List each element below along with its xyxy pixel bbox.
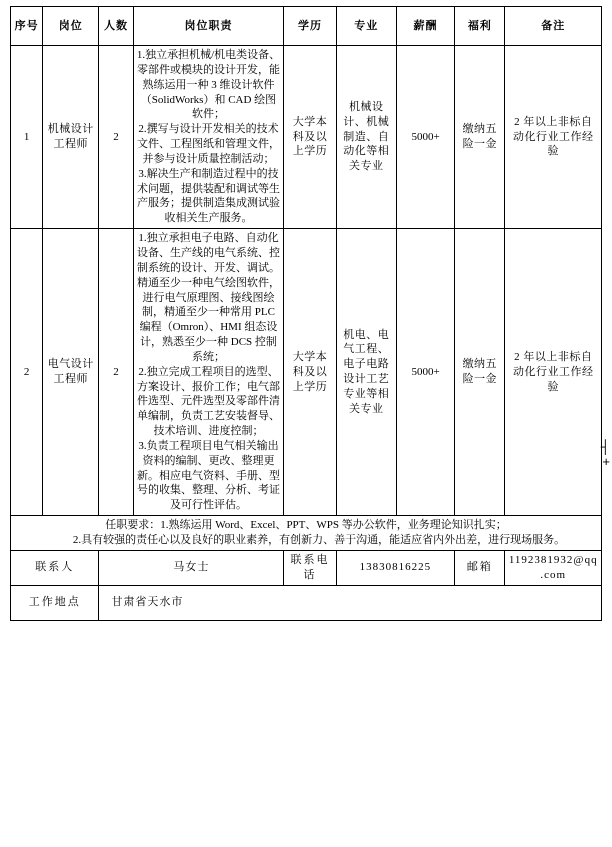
cell-post: 机械设计工程师 <box>43 46 99 229</box>
duty-item: 2.撰写与设计开发相关的技术文件、工程图纸和管理文件，并参与设计质量控制活动； <box>136 123 280 165</box>
cell-note: 2 年以上非标自动化行业工作经验 <box>505 46 602 229</box>
contact-row <box>11 550 602 585</box>
requirements-line-1: 任职要求：1.熟练运用 Word、Excel、PPT、WPS 等办公软件，业务理论知识扎实； <box>105 519 507 532</box>
duty-item: 1.独立承担电子电路、自动化设备、生产线的电气系统、控制系统的设计、开发、调试。精通至少一种电气绘图软件，进行电气原理图、接线图绘制，精通至少一种常用 PLC 编程（Omron）、HMI 组态设计，熟悉至少一种 DCS 控制系统； <box>136 232 280 363</box>
location-row <box>11 585 602 620</box>
page-margin-mark-bottom: + <box>602 454 610 469</box>
cell-benefit: 缴纳五险一金 <box>455 229 505 516</box>
cell-pay: 5000+ <box>396 229 454 516</box>
duty-item: 3.负责工程项目电气相关输出资料的编制、更改、整理更新。相应电气资料、手册、型号的收集、整理、分析、考证及可行性评估。 <box>136 439 280 512</box>
contact-email-value: 1192381932@qq.com <box>505 550 602 585</box>
cell-count: 2 <box>99 46 133 229</box>
cell-duties <box>133 229 284 516</box>
cell-education: 大学本科及以上学历 <box>284 229 336 516</box>
header-pay: 薪酬 <box>396 7 454 46</box>
header-education: 学历 <box>284 7 336 46</box>
header-seq: 序号 <box>11 7 43 46</box>
contact-phone-value: 13830816225 <box>336 550 455 585</box>
job-posting-table <box>10 6 602 621</box>
contact-person-value: 马女士 <box>99 550 284 585</box>
location-label: 工作地点 <box>11 585 99 620</box>
table-body <box>11 46 602 621</box>
cell-seq: 1 <box>11 46 43 229</box>
header-duties: 岗位职责 <box>133 7 284 46</box>
cell-seq: 2 <box>11 229 43 516</box>
header-major: 专业 <box>336 7 396 46</box>
header-count: 人数 <box>99 7 133 46</box>
table-header <box>11 7 602 46</box>
header-post: 岗位 <box>43 7 99 46</box>
cell-pay: 5000+ <box>396 46 454 229</box>
cell-major: 机械设计、机械制造、自动化等相关专业 <box>336 46 396 229</box>
table-row <box>11 229 602 516</box>
cell-education: 大学本科及以上学历 <box>284 46 336 229</box>
cell-benefit: 缴纳五险一金 <box>455 46 505 229</box>
duty-item: 3.解决生产和制造过程中的技术问题，提供装配和调试等生产服务；提供制造集成测试验收相关生产服务。 <box>136 167 280 225</box>
cell-major: 机电、电气工程、电子电路设计工艺专业等相关专业 <box>336 229 396 516</box>
requirements-cell <box>11 516 602 551</box>
contact-person-label: 联系人 <box>11 550 99 585</box>
duty-item: 2.独立完成工程项目的选型、方案设计、报价工作；电气部件选型、元件选型及零部件清单编制，负责工艺安装督导、技术培训、进度控制； <box>136 365 280 438</box>
duty-item: 1.独立承担机械/机电类设备、零部件或模块的设计开发，能熟练运用一种 3 维设计软件（SolidWorks）和 CAD 绘图软件； <box>136 49 281 121</box>
requirements-line-2: 2.具有较强的责任心以及良好的职业素养，有创新力、善于沟通，能适应省内外出差，进行现场服务。 <box>72 534 566 546</box>
table-row <box>11 46 602 229</box>
contact-email-label: 邮箱 <box>455 550 505 585</box>
location-value: 甘肃省天水市 <box>99 585 602 620</box>
cell-note: 2 年以上非标自动化行业工作经验 <box>505 229 602 516</box>
cell-post: 电气设计工程师 <box>43 229 99 516</box>
table-header-row <box>11 7 602 46</box>
contact-phone-label: 联系电话 <box>284 550 336 585</box>
cell-count: 2 <box>99 229 133 516</box>
page-margin-mark-top: ┤ <box>600 439 610 454</box>
cell-duties <box>133 46 284 229</box>
header-benefit: 福利 <box>455 7 505 46</box>
header-note: 备注 <box>505 7 602 46</box>
requirements-row <box>11 516 602 551</box>
